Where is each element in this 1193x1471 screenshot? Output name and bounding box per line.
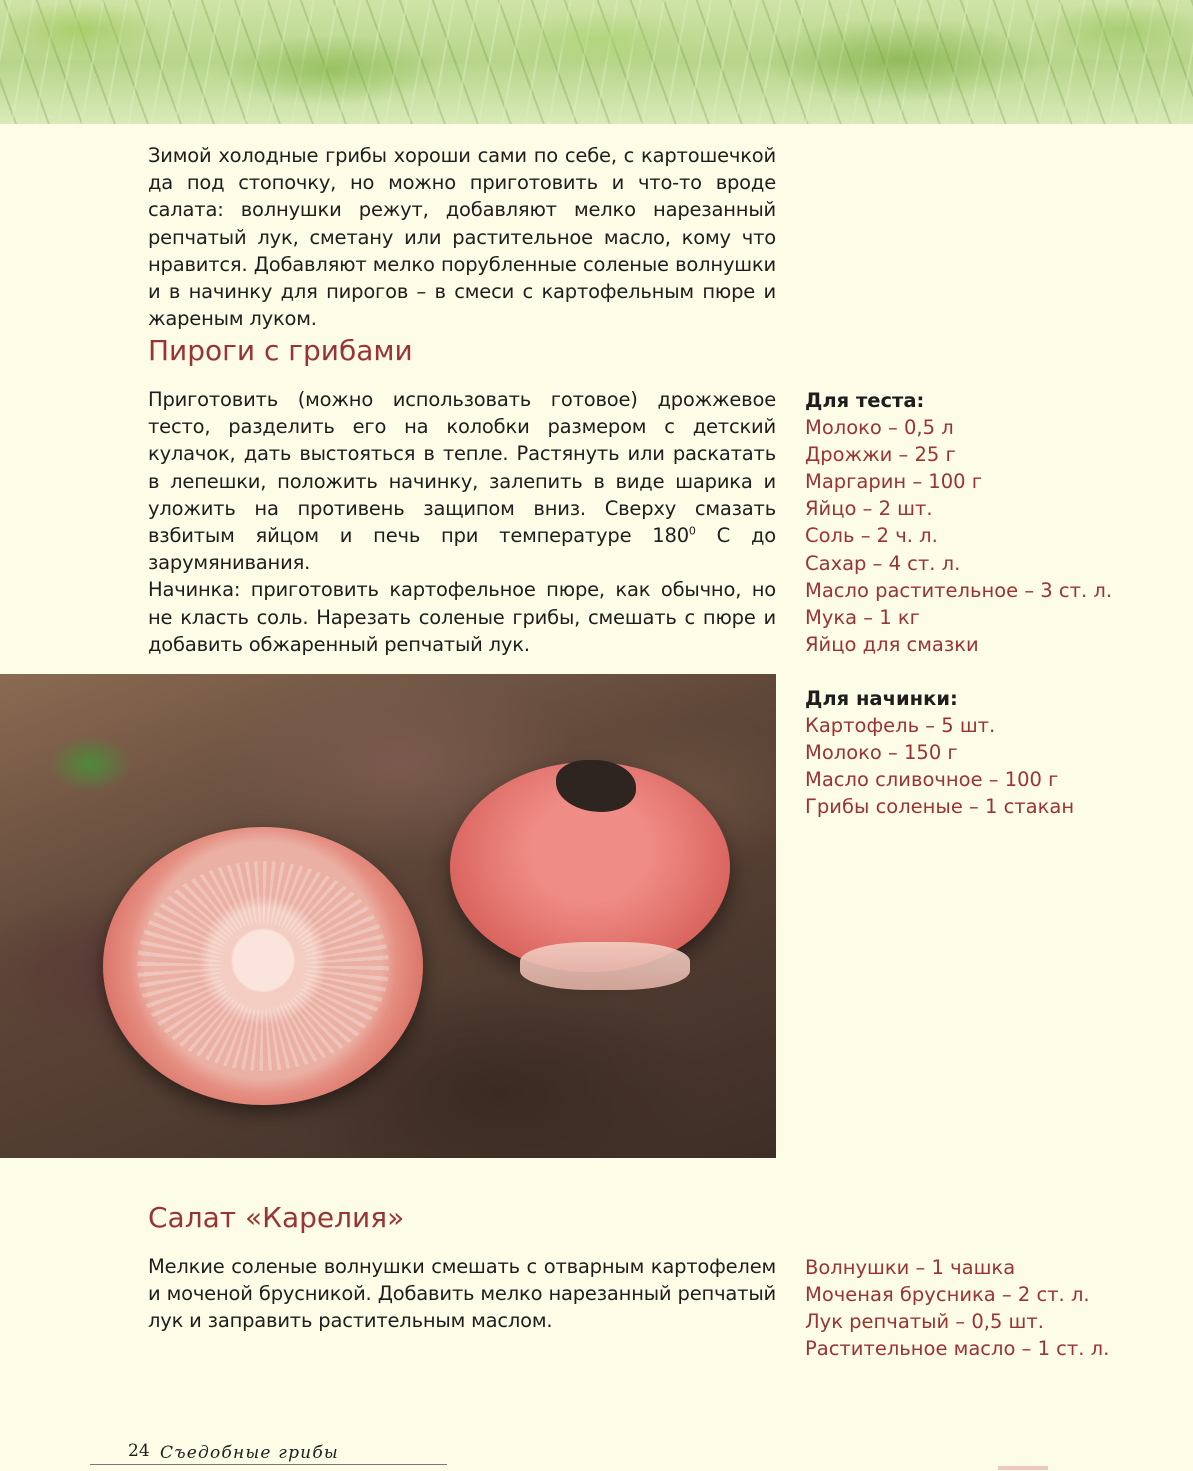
- ingredient-item: Моченая брусника – 2 ст. л.: [805, 1283, 1090, 1307]
- ingredient-item: Масло растительное – 3 ст. л.: [805, 578, 1113, 602]
- ingredient-item: Молоко – 150 г: [805, 741, 958, 765]
- salad-ingredients-list: [805, 1254, 1175, 1362]
- grass-header-photo: [0, 0, 1193, 124]
- pies-instructions: [148, 386, 776, 658]
- ingredient-item: Сахар – 4 ст. л.: [805, 551, 961, 575]
- ingredient-item: Мука – 1 кг: [805, 605, 920, 629]
- salad-instructions: Мелкие соленые волнушки смешать с отварным картофелем и моченой брусникой. Добавить мелко нарезанный репчатый лук и заправить растительным маслом.: [148, 1255, 776, 1333]
- filling-ingredients-list: [805, 685, 1175, 820]
- ingredient-item: Соль – 2 ч. л.: [805, 524, 938, 548]
- ingredient-item: Маргарин – 100 г: [805, 470, 982, 494]
- book-title: Съедобные грибы: [160, 1443, 339, 1463]
- mushroom-cap-left: [103, 827, 423, 1105]
- ingredient-item: Дрожжи – 25 г: [805, 443, 956, 467]
- mushroom-photo: [0, 674, 776, 1158]
- ingredient-item: Яйцо – 2 шт.: [805, 497, 933, 521]
- ingredient-item: Лук репчатый – 0,5 шт.: [805, 1310, 1044, 1334]
- corner-mark: [998, 1466, 1048, 1470]
- pies-instructions-part-a: Приготовить (можно использовать готовое) дрожжевое тесто, разделить его на колобки размером с детский кулачок, дать выстояться в тепле. Растянуть или раскатать в лепешки, положить начинку, залепить в виде шарика и уложить на противень защипом вниз. Сверху смазать взбитым яйцом и печь при температуре 180: [148, 388, 776, 548]
- dough-ingredients-title: Для теста:: [805, 389, 925, 412]
- pies-filling-instructions: Начинка: приготовить картофельное пюре, как обычно, но не класть соль. Нарезать соленые грибы, смешать с пюре и добавить обжаренный репчатый лук.: [148, 578, 776, 656]
- footer-rule: [90, 1464, 447, 1465]
- recipe-title-salad: Салат «Карелия»: [148, 1201, 405, 1234]
- dough-ingredients-list: [805, 387, 1175, 658]
- ingredient-item: Яйцо для смазки: [805, 632, 979, 656]
- ingredient-item: Картофель – 5 шт.: [805, 714, 996, 738]
- intro-paragraph: Зимой холодные грибы хороши сами по себе, с картошечкой да под стопочку, но можно приготовить и что-то вроде салата: волнушки режут, добавляют мелко нарезанный репчатый лук, сметану или растительное масло, кому что нравится. Добавляют мелко порубленные соленые волнушки и в начинку для пирогов – в смеси с картофельным пюре и жареным луком.: [148, 144, 776, 331]
- filling-ingredients-title: Для начинки:: [805, 687, 958, 710]
- ingredient-item: Масло сливочное – 100 г: [805, 768, 1059, 792]
- mushroom-stem: [520, 942, 690, 990]
- degree-superscript: 0: [688, 524, 696, 538]
- ingredient-item: Растительное масло – 1 ст. л.: [805, 1337, 1110, 1361]
- ingredient-item: Грибы соленые – 1 стакан: [805, 795, 1075, 819]
- page-number: 24: [128, 1441, 150, 1461]
- ingredient-item: Волнушки – 1 чашка: [805, 1256, 1016, 1279]
- pies-instructions-part-b: С до зарумянивания.: [148, 524, 776, 575]
- ingredient-item: Молоко – 0,5 л: [805, 416, 954, 440]
- recipe-title-pies: Пироги с грибами: [148, 334, 413, 367]
